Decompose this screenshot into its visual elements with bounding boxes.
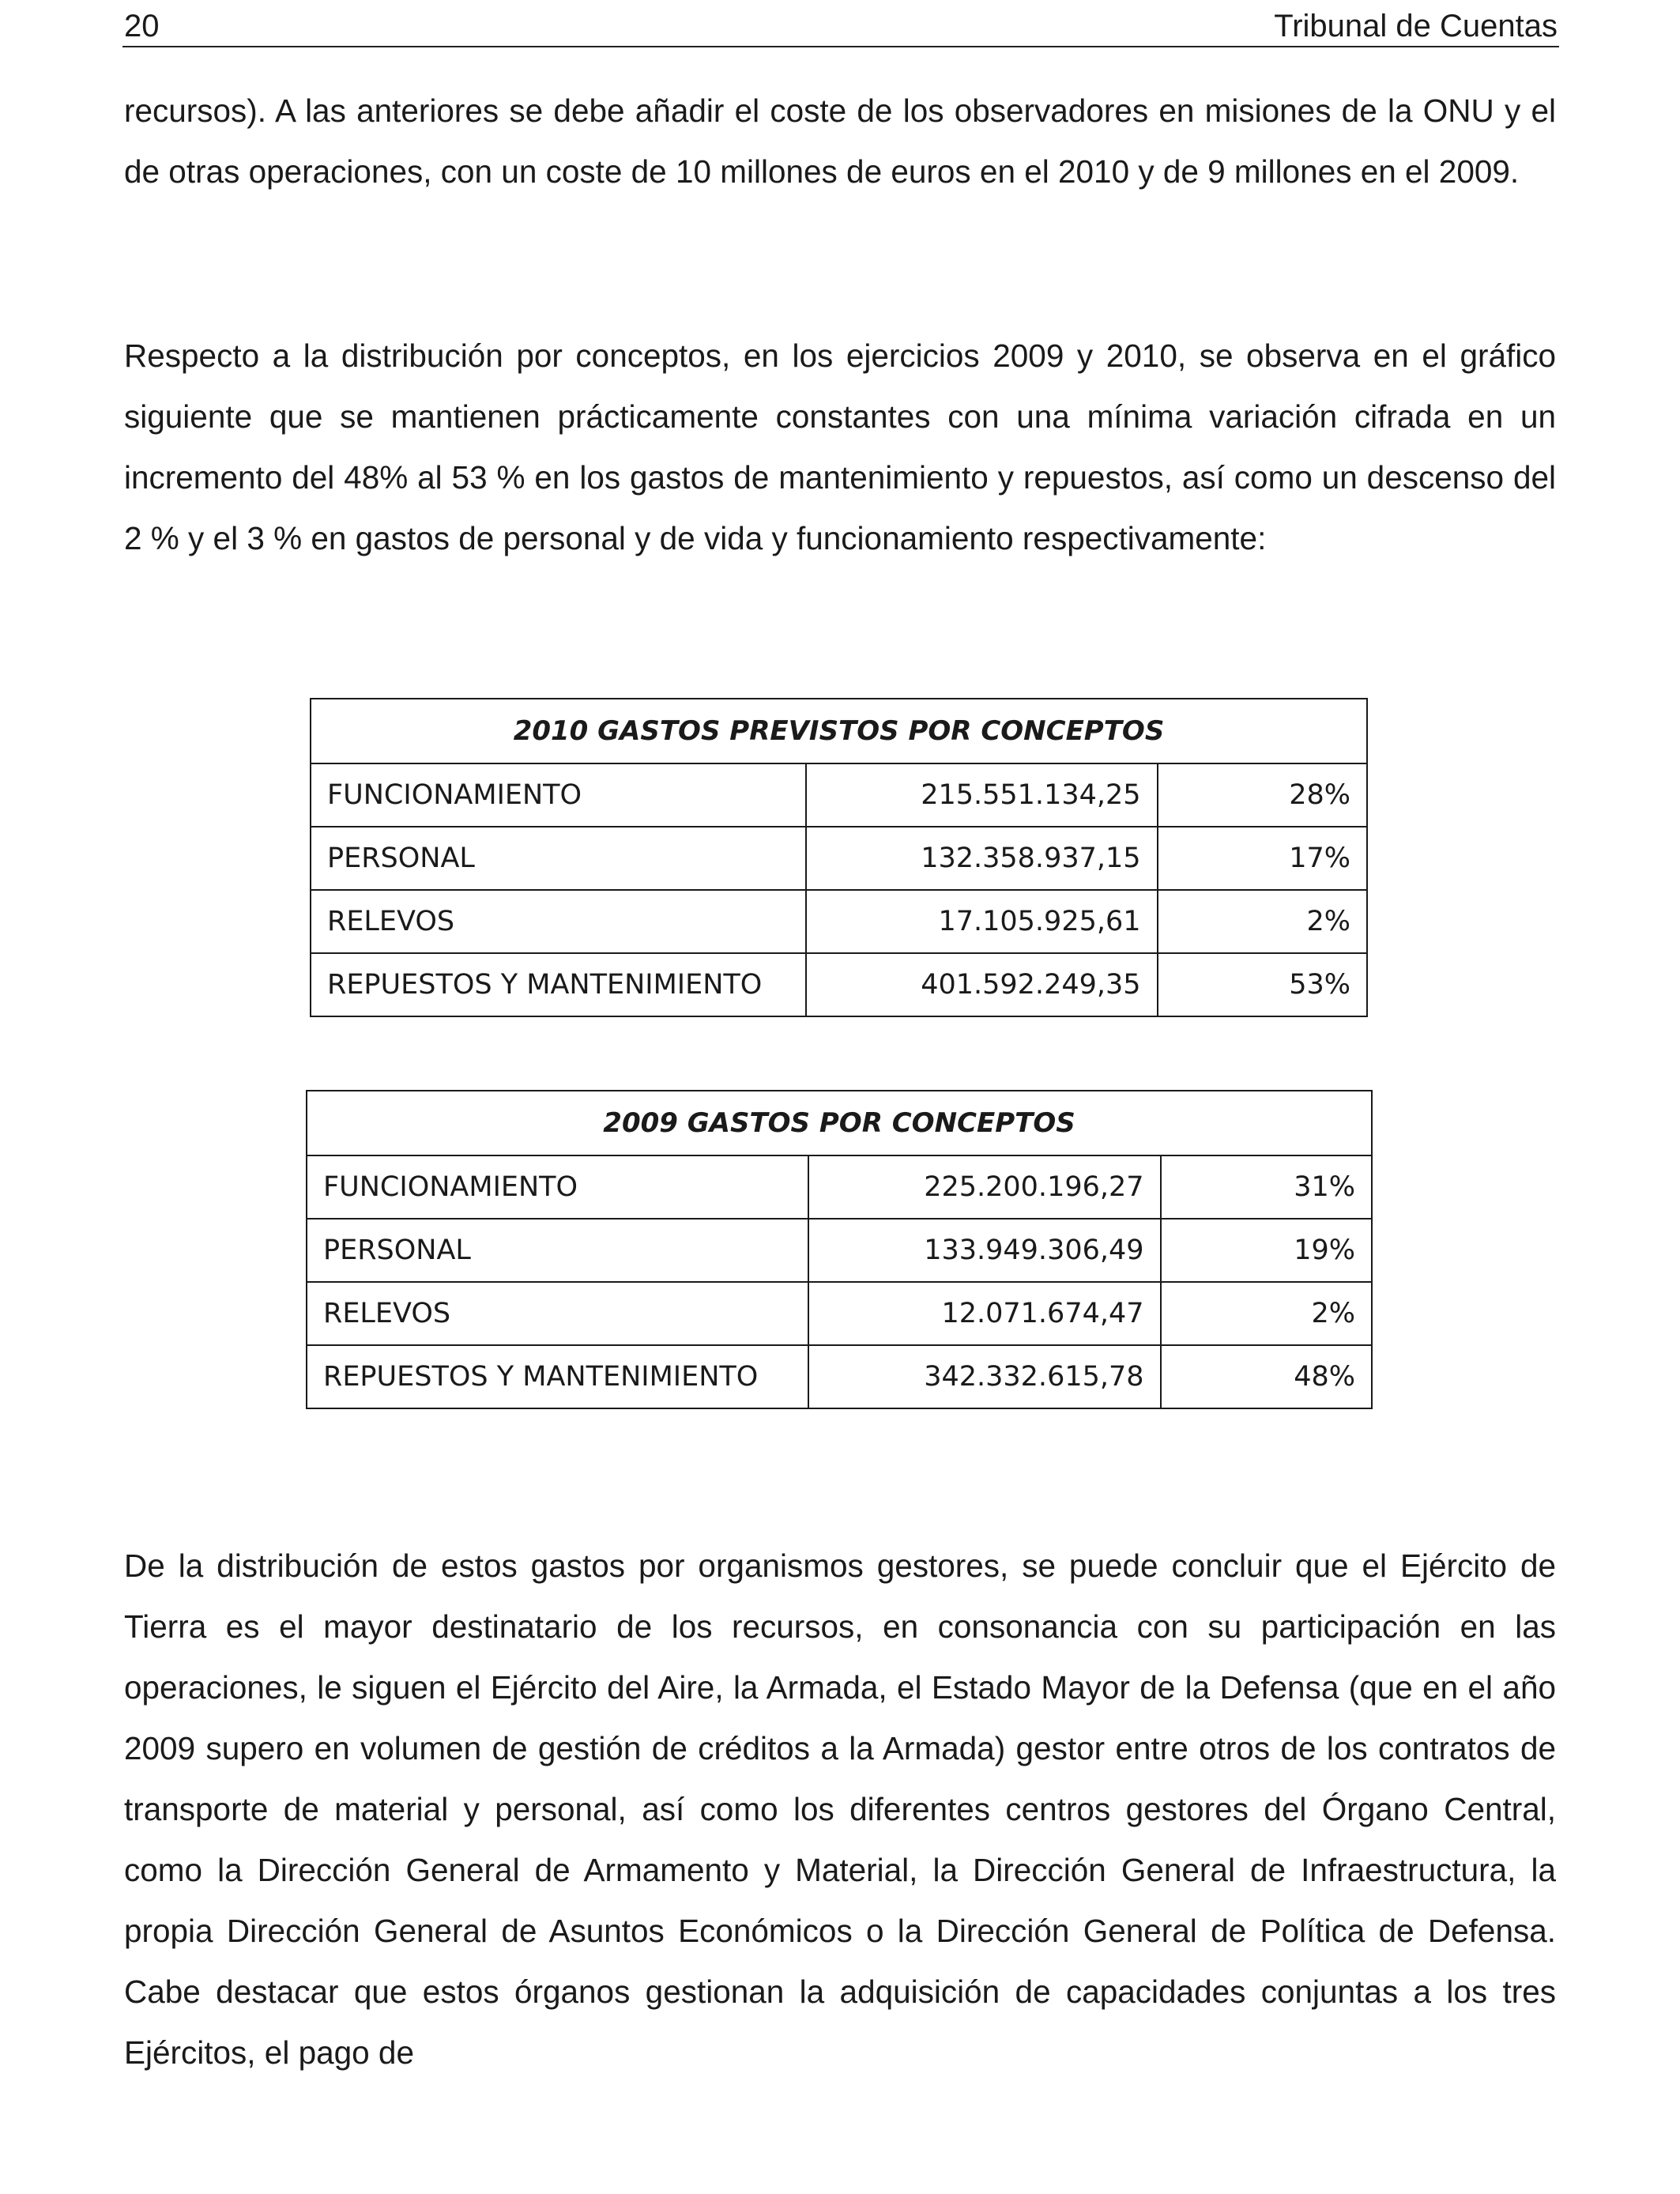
table-row [311, 890, 1367, 953]
concept-cell: PERSONAL [307, 1219, 808, 1282]
page-number: 20 [124, 9, 160, 43]
table-row [307, 1155, 1372, 1219]
page-header [122, 6, 1559, 47]
amount-cell: 342.332.615,78 [808, 1345, 1161, 1408]
concept-cell: FUNCIONAMIENTO [307, 1155, 808, 1219]
table-row [307, 1282, 1372, 1345]
table-row [311, 763, 1367, 827]
concept-cell: FUNCIONAMIENTO [311, 763, 806, 827]
table-title-row [307, 1091, 1372, 1155]
table-row [311, 953, 1367, 1016]
amount-cell: 17.105.925,61 [806, 890, 1158, 953]
paragraph-recursos: recursos). A las anteriores se debe añadir el coste de los observadores en misiones de la ONU y el de otras operaciones, con un coste de 10 millones de euros en el 2010 y de 9 millones en el 2009. [124, 92, 1556, 190]
table-row [307, 1345, 1372, 1408]
percent-cell: 17% [1158, 827, 1367, 890]
percent-cell: 53% [1158, 953, 1367, 1016]
amount-cell: 401.592.249,35 [806, 953, 1158, 1016]
percent-cell: 19% [1161, 1219, 1372, 1282]
concept-cell: RELEVOS [311, 890, 806, 953]
table-title: 2010 GASTOS PREVISTOS POR CONCEPTOS [311, 699, 1367, 763]
header-organization: Tribunal de Cuentas [1274, 9, 1558, 43]
percent-cell: 28% [1158, 763, 1367, 827]
amount-cell: 133.949.306,49 [808, 1219, 1161, 1282]
concept-cell: REPUESTOS Y MANTENIMIENTO [307, 1345, 808, 1408]
table-gastos-2009 [306, 1090, 1373, 1409]
concept-cell: PERSONAL [311, 827, 806, 890]
amount-cell: 225.200.196,27 [808, 1155, 1161, 1219]
amount-cell: 12.071.674,47 [808, 1282, 1161, 1345]
amount-cell: 215.551.134,25 [806, 763, 1158, 827]
percent-cell: 31% [1161, 1155, 1372, 1219]
percent-cell: 2% [1158, 890, 1367, 953]
table-gastos-2010 [310, 698, 1368, 1017]
table-row [307, 1219, 1372, 1282]
percent-cell: 48% [1161, 1345, 1372, 1408]
paragraph-organismos-gestores: De la distribución de estos gastos por organismos gestores, se puede concluir que el Ejército de Tierra es el mayor destinatario de los recursos, en consonancia con su participación en las operaciones, le siguen el Ejército del Aire, la Armada, el Estado Mayor de la Defensa (que en el año 2009 supero en volumen de gestión de créditos a la Armada) gestor entre otros de los contratos de transporte de material y personal, así como los diferentes centros gestores del Órgano Central, como la Dirección General de Armamento y Material, la Dirección General de Infraestructura, la propia Dirección General de Asuntos Económicos o la Dirección General de Política de Defensa. Cabe destacar que estos órganos gestionan la adquisición de capacidades conjuntas a los tres Ejércitos, el pago de [124, 1547, 1556, 2071]
paragraph-distribucion-conceptos: Respecto a la distribución por conceptos, en los ejercicios 2009 y 2010, se observa en el gráfico siguiente que se mantienen prácticamente constantes con una mínima variación cifrada en un incremento del 48% al 53 % en los gastos de mantenimiento y repuestos, así como un descenso del 2 % y el 3 % en gastos de personal y de vida y funcionamiento respectivamente: [124, 337, 1556, 556]
table-row [311, 827, 1367, 890]
percent-cell: 2% [1161, 1282, 1372, 1345]
amount-cell: 132.358.937,15 [806, 827, 1158, 890]
table-title-row [311, 699, 1367, 763]
table-title: 2009 GASTOS POR CONCEPTOS [307, 1091, 1372, 1155]
concept-cell: REPUESTOS Y MANTENIMIENTO [311, 953, 806, 1016]
concept-cell: RELEVOS [307, 1282, 808, 1345]
